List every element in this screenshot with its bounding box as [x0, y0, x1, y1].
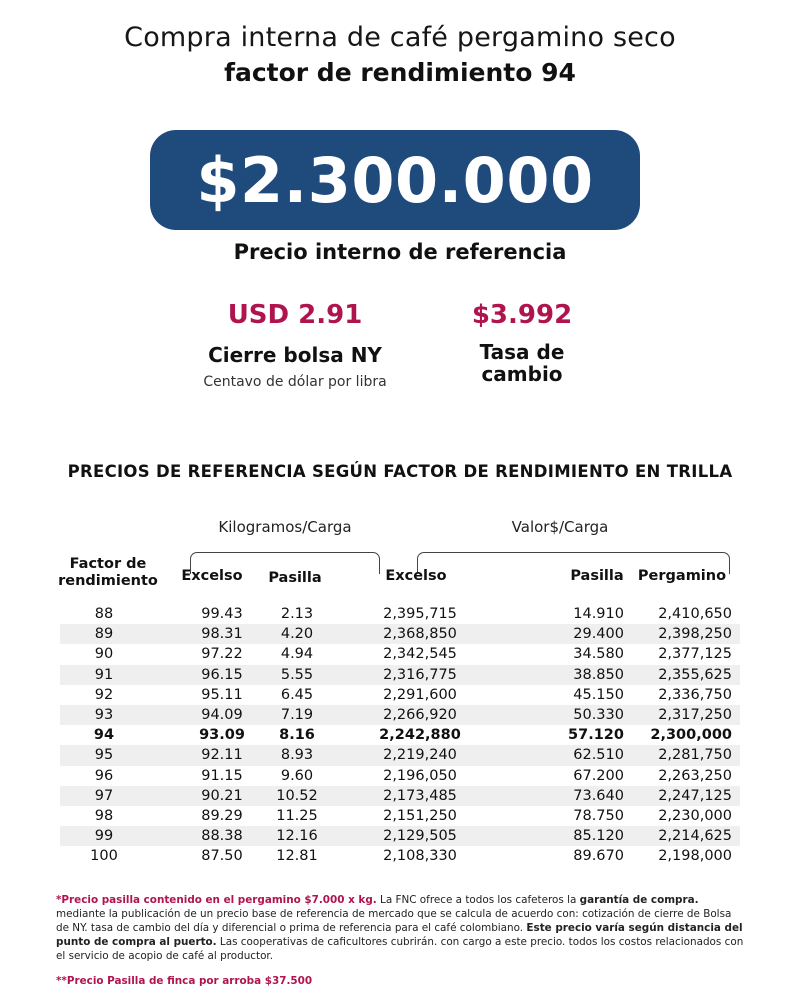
cell-factor: 88 [94, 606, 114, 622]
cell-pasilla-kg: 2.13 [280, 606, 314, 622]
cell-pergamino: 2,317,250 [658, 706, 732, 723]
cell-excelso-kg: 95.11 [201, 686, 243, 703]
exchange-rate-label [452, 341, 592, 385]
cell-excelso-value: 2,129,505 [383, 828, 457, 845]
column-header-factor-line1: Factor de [69, 556, 147, 572]
cell-pasilla-kg: 11.25 [276, 807, 318, 824]
footnote-text-b: mediante la publicación de un precio base de referencia de mercado que se calcula de acuerdo con: cotización de cierre de Bolsa de NY. tasa de cambio del día y diferencial o prima de referencia para el café colombiano. [56, 908, 732, 934]
cell-excelso-kg: 96.15 [201, 666, 243, 683]
ny-close-sublabel: Centavo de dólar por libra [203, 374, 387, 390]
footnote-pasilla-price: *Precio pasilla contenido en el pergamino $7.000 x kg. [56, 894, 377, 906]
cell-excelso-kg: 99.43 [201, 606, 243, 622]
cell-pasilla-kg: 8.16 [279, 727, 315, 744]
column-header-pasilla-kg: Pasilla [268, 570, 322, 586]
cell-excelso-kg: 89.29 [201, 807, 243, 824]
cell-pasilla-kg: 10.52 [276, 787, 318, 804]
cell-pergamino: 2,377,125 [658, 646, 732, 663]
table-row [60, 644, 740, 664]
cell-pergamino: 2,281,750 [658, 747, 732, 764]
table-row [60, 624, 740, 644]
cell-pasilla-kg: 4.20 [280, 626, 314, 643]
cell-factor: 96 [94, 767, 114, 784]
cell-excelso-value: 2,108,330 [383, 848, 457, 865]
cell-excelso-kg: 92.11 [201, 747, 243, 764]
cell-pergamino: 2,355,625 [658, 666, 732, 683]
footnote-pasilla-finca: **Precio Pasilla de finca por arroba $37.500 [56, 975, 313, 987]
group-label-kilograms: Kilogramos/Carga [218, 518, 352, 536]
cell-excelso-value: 2,196,050 [383, 767, 457, 784]
cell-excelso-value: 2,316,775 [383, 666, 457, 683]
cell-pergamino: 2,247,125 [658, 787, 732, 804]
cell-pasilla-kg: 12.16 [276, 828, 318, 845]
table-row [60, 745, 740, 765]
cell-pasilla-value: 89.670 [573, 848, 624, 865]
title-line-1: Compra interna de café pergamino seco [124, 22, 676, 53]
cell-pasilla-value: 85.120 [573, 828, 624, 845]
cell-pasilla-kg: 9.60 [280, 767, 314, 784]
exchange-rate-label-line1: Tasa de [479, 340, 565, 364]
price-caption: Precio interno de referencia [233, 240, 567, 264]
cell-excelso-kg: 91.15 [201, 767, 243, 784]
group-label-value: Valor$/Carga [511, 518, 609, 536]
table-row [60, 786, 740, 806]
table-row [60, 725, 740, 745]
column-header-factor-line2: rendimiento [58, 573, 158, 589]
cell-excelso-value: 2,173,485 [383, 787, 457, 804]
cell-pasilla-value: 29.400 [573, 626, 624, 643]
cell-pasilla-value: 67.200 [573, 767, 624, 784]
cell-pasilla-value: 34.580 [573, 646, 624, 663]
column-header-factor [48, 556, 168, 590]
ny-close-label: Cierre bolsa NY [208, 343, 382, 367]
table-row [60, 766, 740, 786]
cell-excelso-kg: 93.09 [199, 727, 245, 744]
cell-factor: 98 [94, 807, 114, 824]
cell-pasilla-kg: 12.81 [276, 848, 318, 865]
table-row [60, 846, 740, 866]
cell-pasilla-value: 14.910 [573, 606, 624, 622]
footnote-guarantee-bold: garantía de compra. [579, 894, 699, 906]
cell-factor: 91 [94, 666, 114, 683]
cell-pasilla-kg: 6.45 [280, 686, 314, 703]
cell-pasilla-value: 73.640 [573, 787, 624, 804]
footnote-text-a: La FNC ofrece a todos los cafeteros la [376, 894, 580, 906]
table-row [60, 685, 740, 705]
title-line-2: factor de rendimiento 94 [224, 58, 576, 87]
cell-pasilla-value: 62.510 [573, 747, 624, 764]
cell-excelso-value: 2,242,880 [379, 727, 461, 744]
footnote-guarantee [56, 893, 746, 963]
cell-factor: 90 [94, 646, 114, 663]
footnote-text-c: Las cooperativas de caficultores cubrirán. con cargo a este precio. todos los costos relacionados con el servicio de acopio de café al productor. [56, 936, 744, 962]
cell-pergamino: 2,198,000 [658, 848, 732, 865]
price-banner [150, 130, 640, 230]
cell-pasilla-value: 50.330 [573, 706, 624, 723]
cell-pasilla-kg: 5.55 [280, 666, 314, 683]
table-row [60, 806, 740, 826]
cell-pasilla-value: 45.150 [573, 686, 624, 703]
price-table-body [60, 604, 740, 866]
cell-excelso-kg: 97.22 [201, 646, 243, 663]
cell-excelso-value: 2,395,715 [383, 606, 457, 622]
cell-excelso-value: 2,342,545 [383, 646, 457, 663]
cell-pasilla-kg: 8.93 [280, 747, 314, 764]
cell-pergamino: 2,410,650 [658, 606, 732, 622]
cell-pergamino: 2,300,000 [650, 727, 732, 744]
cell-pergamino: 2,263,250 [658, 767, 732, 784]
cell-factor: 99 [94, 828, 114, 845]
cell-excelso-value: 2,151,250 [383, 807, 457, 824]
cell-pergamino: 2,214,625 [658, 828, 732, 845]
column-header-pergamino: Pergamino [637, 568, 727, 584]
cell-excelso-kg: 88.38 [201, 828, 243, 845]
cell-pasilla-value: 78.750 [573, 807, 624, 824]
table-row [60, 604, 740, 624]
cell-excelso-kg: 98.31 [201, 626, 243, 643]
column-header-excelso-kg: Excelso [181, 568, 243, 584]
cell-excelso-value: 2,291,600 [383, 686, 457, 703]
table-row [60, 826, 740, 846]
exchange-rate-value: $3.992 [471, 300, 573, 330]
cell-pasilla-kg: 4.94 [280, 646, 314, 663]
cell-factor: 93 [94, 706, 114, 723]
column-header-pasilla-value: Pasilla [570, 568, 624, 584]
cell-pergamino: 2,398,250 [658, 626, 732, 643]
price-value: $2.300.000 [196, 143, 594, 217]
table-row [60, 705, 740, 725]
cell-excelso-value: 2,266,920 [383, 706, 457, 723]
cell-pasilla-kg: 7.19 [280, 706, 314, 723]
ny-close-value: USD 2.91 [227, 300, 363, 330]
cell-pergamino: 2,230,000 [658, 807, 732, 824]
cell-factor: 92 [94, 686, 114, 703]
table-title: PRECIOS DE REFERENCIA SEGÚN FACTOR DE RENDIMIENTO EN TRILLA [67, 462, 733, 481]
column-header-excelso-value: Excelso [385, 568, 447, 584]
cell-factor: 100 [90, 848, 118, 865]
cell-excelso-value: 2,219,240 [383, 747, 457, 764]
exchange-rate-label-line2: cambio [481, 362, 563, 386]
cell-factor: 95 [94, 747, 114, 764]
cell-excelso-kg: 87.50 [201, 848, 243, 865]
cell-factor: 97 [94, 787, 114, 804]
cell-excelso-value: 2,368,850 [383, 626, 457, 643]
cell-pasilla-value: 38.850 [573, 666, 624, 683]
footnote-distance-bold: Este precio varía según distancia del punto de compra al puerto. [56, 922, 743, 948]
cell-factor: 89 [94, 626, 114, 643]
table-row [60, 665, 740, 685]
cell-pergamino: 2,336,750 [658, 686, 732, 703]
cell-excelso-kg: 94.09 [201, 706, 243, 723]
cell-excelso-kg: 90.21 [201, 787, 243, 804]
cell-factor: 94 [93, 727, 115, 744]
cell-pasilla-value: 57.120 [568, 727, 624, 744]
